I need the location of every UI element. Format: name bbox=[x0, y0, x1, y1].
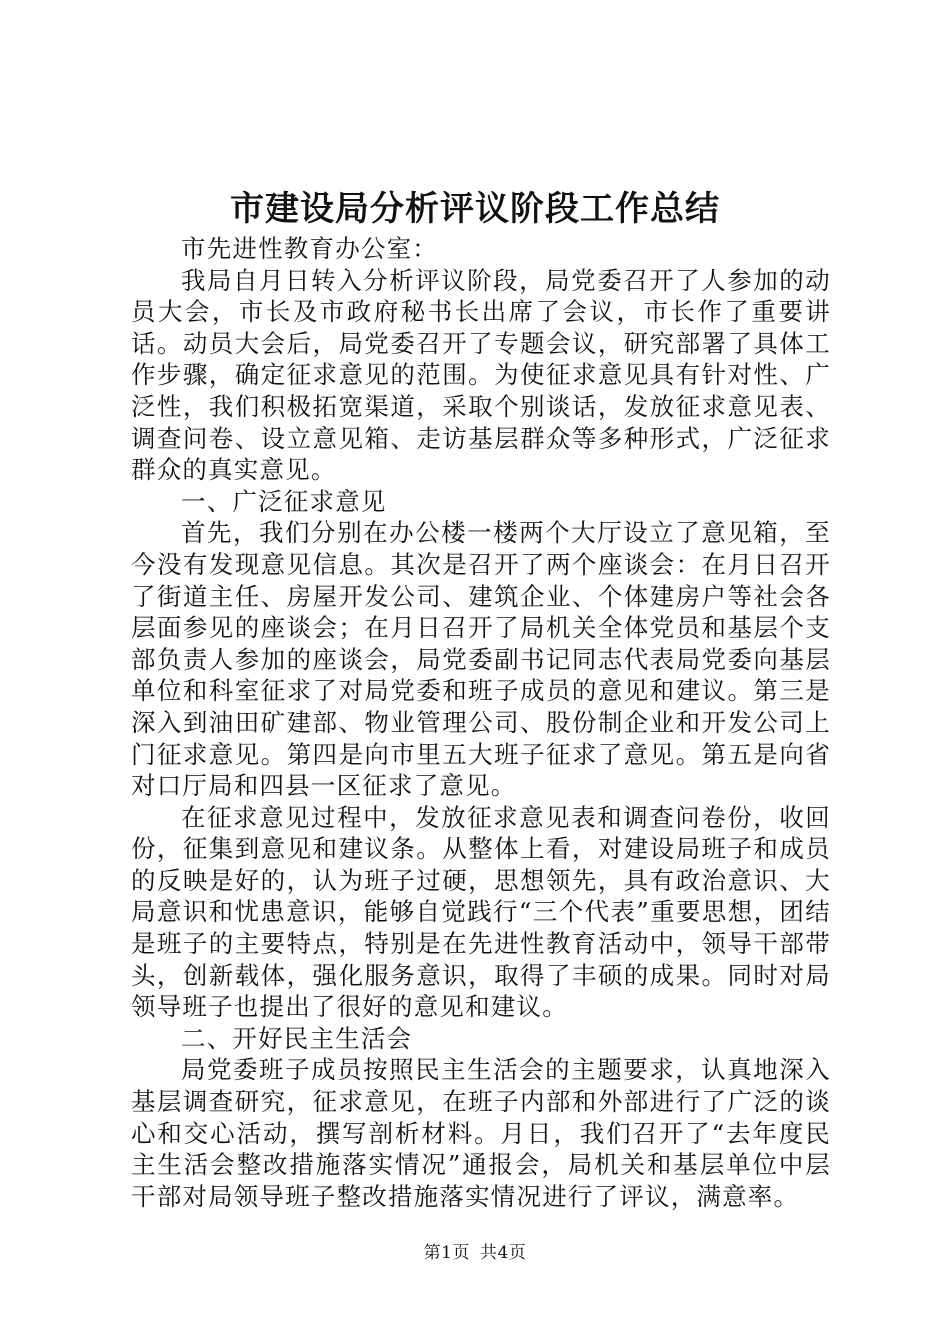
document-body bbox=[131, 233, 831, 1212]
section-heading-1: 一、广泛征求意见 bbox=[181, 486, 387, 516]
document-title: 市建设局分析评议阶段工作总结 bbox=[230, 189, 720, 229]
paragraph-intro: 我局自月日转入分析评议阶段，局党委召开了人参加的动员大会，市长及市政府秘书长出席了会议，市长作了重要讲话。动员大会后，局党委召开了专题会议，研究部署了具体工作步骤，确定征求意见的范围。为使征求意见具有针对性、广泛性，我们积极拓宽渠道，采取个别谈话，发放征求意见表、调查问卷、设立意见箱、走访基层群众等多种形式，广泛征求群众的真实意见。 bbox=[131, 265, 831, 485]
paragraph-section-2: 局党委班子成员按照民主生活会的主题要求，认真地深入基层调查研究，征求意见，在班子内部和外部进行了广泛的谈心和交心活动，撰写剖析材料。月日，我们召开了“去年度民主生活会整改措施落实情况”通报会，局机关和基层单位中层干部对局领导班子整改措施落实情况进行了评议，满意率。 bbox=[131, 1055, 831, 1211]
page-footer bbox=[0, 1241, 950, 1265]
page-number: 第1页 bbox=[423, 1243, 470, 1263]
salutation: 市先进性教育办公室： bbox=[181, 234, 438, 263]
paragraph-feedback: 在征求意见过程中，发放征求意见表和调查问卷份，收回份，征集到意见和建议条。从整体上看，对建设局班子和成员的反映是好的，认为班子过硬，思想领先，具有政治意识、大局意识和忧患意识，能够自觉践行“三个代表”重要思想，团结是班子的主要特点，特别是在先进性教育活动中，领导干部带头，创新载体，强化服务意识，取得了丰硕的成果。同时对局领导班子也提出了很好的意见和建议。 bbox=[131, 802, 831, 1022]
paragraph-section-1: 首先，我们分别在办公楼一楼两个大厅设立了意见箱，至今没有发现意见信息。其次是召开了两个座谈会：在月日召开了街道主任、房屋开发公司、建筑企业、个体建房户等社会各层面参见的座谈会；在月日召开了局机关全体党员和基层个支部负责人参加的座谈会，局党委副书记同志代表局党委向基层单位和科室征求了对局党委和班子成员的意见和建议。第三是深入到油田矿建部、物业管理公司、股份制企业和开发公司上门征求意见。第四是向市里五大班子征求了意见。第五是向省对口厅局和四县一区征求了意见。 bbox=[131, 518, 831, 801]
section-heading-2: 二、开好民主生活会 bbox=[181, 1023, 413, 1053]
page-total: 共4页 bbox=[480, 1243, 527, 1263]
